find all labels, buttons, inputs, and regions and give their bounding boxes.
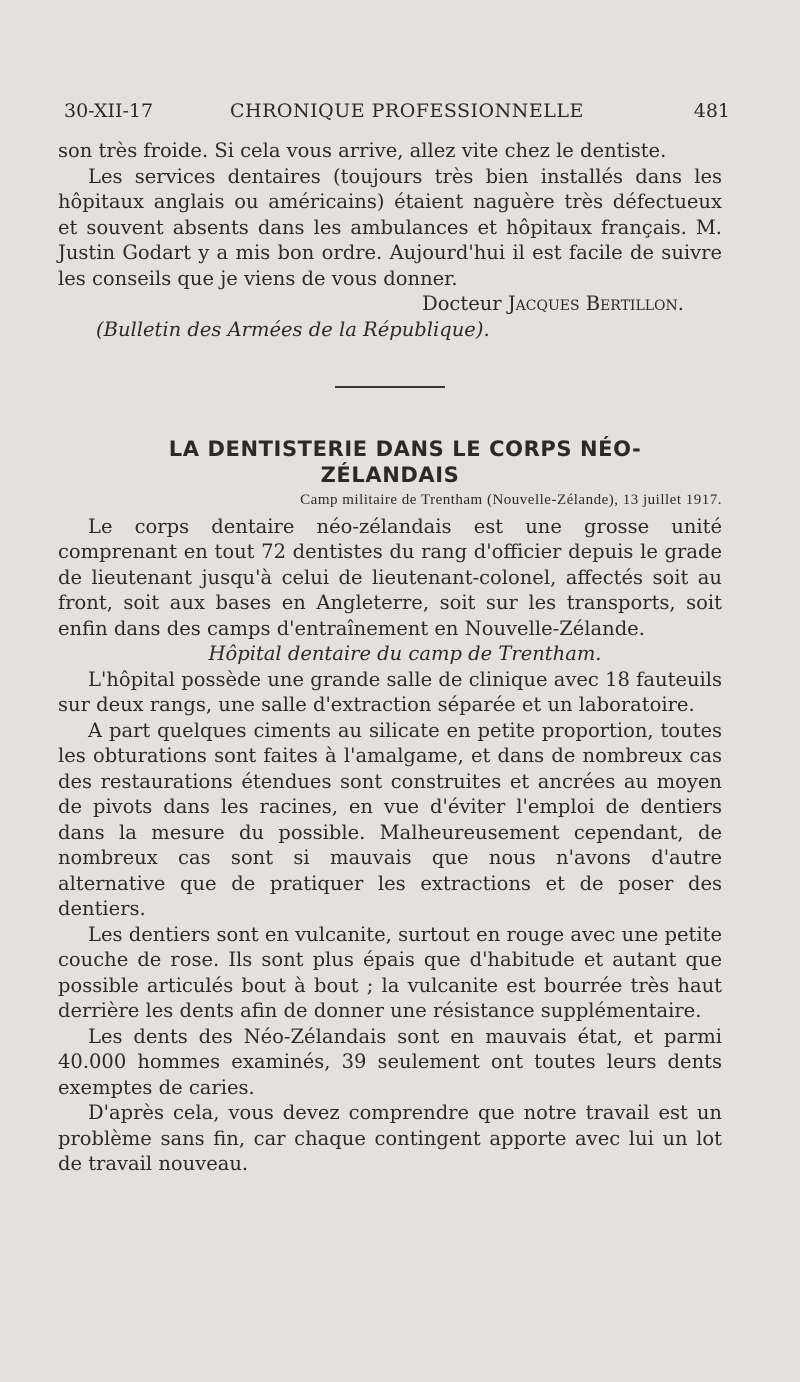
paragraph: L'hôpital possède une grande salle de clinique avec 18 fauteuils sur deux rangs, une salle d'extraction séparée et un laboratoire. (58, 667, 722, 716)
article-title-line1: LA DENTISTERIE DANS LE CORPS NÉO- (168, 437, 642, 461)
page-number: 481 (693, 100, 730, 122)
source-citation: (Bulletin des Armées de la République). (96, 317, 490, 341)
paragraph: Les services dentaires (toujours très bien installés dans les hôpitaux anglais ou américains) étaient naguère très défectueux et souvent absents dans les ambulances et hôpitaux français. M. Justin Godart y a mis bon ordre. Aujourd'hui il est facile de suivre les conseils que je viens de vous donner. (58, 164, 722, 290)
paragraph: Le corps dentaire néo-zélandais est une grosse unité comprenant en tout 72 dentistes du rang d'officier depuis le grade de lieutenant jusqu'à celui de lieutenant-colonel, affectés soit au front, soit aux bases en Angleterre, soit sur les transports, soit enfin dans des camps d'entraînement en Nouvelle-Zélande. (58, 514, 722, 640)
section-divider (335, 386, 445, 388)
author-signature (58, 291, 722, 317)
running-header (64, 100, 730, 128)
header-title: CHRONIQUE PROFESSIONNELLE (230, 100, 584, 122)
signature-prefix: Docteur (422, 292, 508, 315)
page-body (58, 138, 722, 1177)
dateline: Camp militaire de Trentham (Nouvelle-Zélande), 13 juillet 1917. (300, 492, 722, 508)
paragraph: Les dentiers sont en vulcanite, surtout en rouge avec une petite couche de rose. Ils sont plus épais que d'habitude et autant que possible articulés bout à bout ; la vulcanite est bourrée très haut derrière les dents afin de donner une résistance supplémentaire. (58, 922, 722, 1022)
header-date: 30-XII-17 (64, 100, 154, 122)
signature-name: Jacques Bertillon. (507, 292, 684, 315)
paragraph: A part quelques ciments au silicate en petite proportion, toutes les obturations sont faites à l'amalgame, et dans de nombreux cas des restaurations étendues sont construites et ancrées au moyen de pivots dans les racines, en vue d'éviter l'emploi de dentiers dans la mesure du possible. Malheureusement cependant, de nombreux cas sont si mauvais que nous n'avons d'autre alternative que de pratiquer les extractions et de poser des dentiers. (58, 718, 722, 920)
paragraph: D'après cela, vous devez comprendre que notre travail est un problème sans fin, car chaque contingent apporte avec lui un lot de travail nouveau. (58, 1101, 722, 1175)
article-title-line2: ZÉLANDAIS (320, 463, 460, 487)
paragraph: son très froide. Si cela vous arrive, allez vite chez le dentiste. (58, 139, 667, 162)
paragraph: Les dents des Néo-Zélandais sont en mauvais état, et parmi 40.000 hommes examinés, 39 seulement ont toutes leurs dents exemptes de caries. (58, 1024, 722, 1099)
section-subtitle: Hôpital dentaire du camp de Trentham. (208, 642, 602, 665)
article-title (58, 436, 722, 488)
